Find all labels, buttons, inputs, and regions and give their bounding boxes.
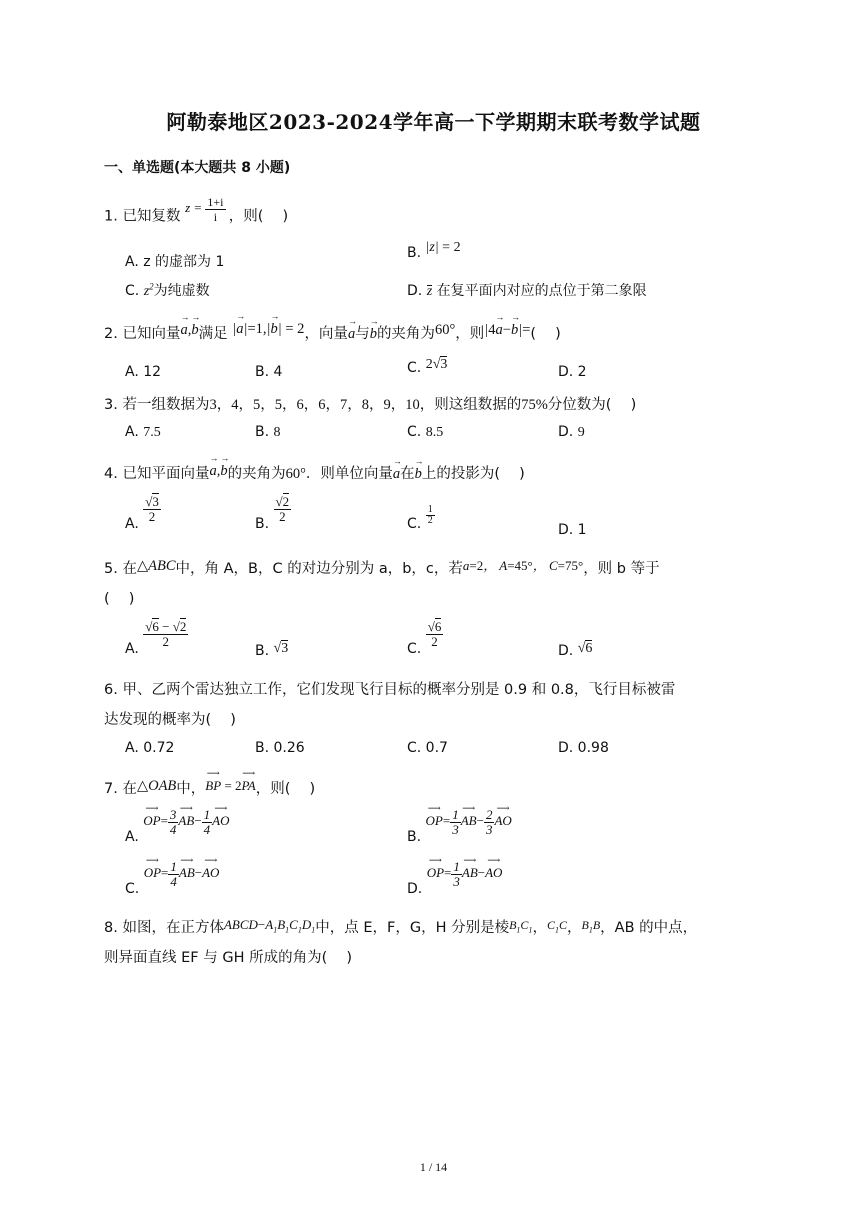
q1-option-b[interactable]: B. |z| = 2 [407, 240, 461, 261]
question-3: 3. 若一组数据为3，4，5，5，6，6，7，8，9，10，则这组数据的75%分位数为( ) [104, 397, 637, 413]
q7-option-b[interactable]: B. OP ⟶ = $\frac{1}{3}$ AB ⟶ − $\frac{2}{3}$ AO ⟶ [407, 803, 512, 846]
question-4: 4. 已知平面向量a → ,b → 的夹角为60°．则单位向量a → 在b → 上的投影为( ) [104, 453, 525, 482]
q6-option-a[interactable]: A. 0.72 [125, 740, 175, 756]
q4-option-c[interactable]: C. $\frac{1}{2}$ [407, 504, 433, 532]
q6-option-b[interactable]: B. 0.26 [255, 740, 305, 756]
q3-option-c[interactable]: C. 8.5 [407, 424, 444, 440]
question-7: 7. 在△OAB中，BP ⟶ = 2PA ⟶ ，则( ) [104, 768, 316, 797]
q4-option-d[interactable]: D. 1 [558, 522, 587, 538]
page-title: 阿勒泰地区2023-2024学年高一下学期期末联考数学试题 [166, 110, 701, 134]
q2-option-c[interactable]: C. 2√3 [407, 357, 448, 376]
question-8-line2: 则异面直线 EF 与 GH 所成的角为( ) [104, 950, 352, 966]
q3-option-a[interactable]: A. 7.5 [125, 424, 161, 440]
q1-option-d[interactable]: D. z 在复平面内对应的点位于第二象限 [407, 283, 647, 299]
question-5-line2: ( ) [104, 591, 135, 607]
section-title: 一、单选题(本大题共 8 小题) [104, 160, 291, 176]
q4-option-a[interactable]: A. $\frac{√3}{2}$ [125, 494, 159, 532]
question-6: 6. 甲、乙两个雷达独立工作，它们发现飞行目标的概率分别是 0.9 和 0.8，飞行目标被雷 [104, 682, 676, 698]
q2-option-b[interactable]: B. 4 [255, 364, 283, 380]
q3-option-d[interactable]: D. 9 [558, 424, 585, 440]
q7-option-d[interactable]: D. OP ⟶ = $\frac{1}{3}$ AB ⟶ −AO ⟶ [407, 855, 503, 898]
q1-option-c[interactable]: C. $z^2$为纯虚数 [125, 281, 210, 299]
page-number: 1 / 14 [419, 1160, 448, 1174]
question-1 [104, 195, 289, 232]
q1-formula: z = $\frac{1+i}{i}$ [185, 195, 224, 224]
q5-option-d[interactable]: D. √6 [558, 641, 593, 659]
q4-option-b[interactable]: B. $\frac{√2}{2}$ [255, 494, 290, 532]
question-2: 2. 已知向量a → ,b → 满足 |a → |=1,|b → | = 2，向量a → 与b → 的夹角为60°，则|4a → −b → |=( ) [104, 311, 561, 342]
q2-option-d[interactable]: D. 2 [558, 364, 587, 380]
q1-suffix: ，则( ) [228, 208, 289, 225]
q7-option-a[interactable]: A. OP ⟶ = $\frac{3}{4}$ AB ⟶ − $\frac{1}{4}$ AO ⟶ [125, 803, 230, 846]
q5-option-b[interactable]: B. √3 [255, 641, 289, 659]
question-8: 8. 如图，在正方体$ABCD-A_1B_1C_1D_1$中，点 E，F，G，H 分别是棱$^{B_1C_1}$，$^{C_1C}$，$^{B_1B}$，AB 的中点， [104, 917, 698, 936]
q6-option-d[interactable]: D. 0.98 [558, 740, 609, 756]
q7-option-c[interactable]: C. OP ⟶ = $\frac{1}{4}$ AB ⟶ −AO ⟶ [125, 855, 220, 898]
q2-option-a[interactable]: A. 12 [125, 364, 162, 380]
q5-option-a[interactable]: A. $\frac{√6 - √2}{2}$ [125, 619, 187, 657]
question-6-line2: 达发现的概率为( ) [104, 712, 236, 728]
question-5: 5. 在△ABC中，角 A，B，C 的对边分别为 a，b，c，若a=2， A=45°， C=75°，则 b 等于 [104, 558, 660, 577]
q1-prefix: 1. 已知复数 [104, 208, 181, 225]
q1-option-a[interactable]: A. z 的虚部为 1 [125, 254, 225, 270]
q5-option-c[interactable]: C. $\frac{√6}{2}$ [407, 619, 442, 657]
q3-option-b[interactable]: B. 8 [255, 424, 281, 440]
q6-option-c[interactable]: C. 0.7 [407, 740, 448, 756]
